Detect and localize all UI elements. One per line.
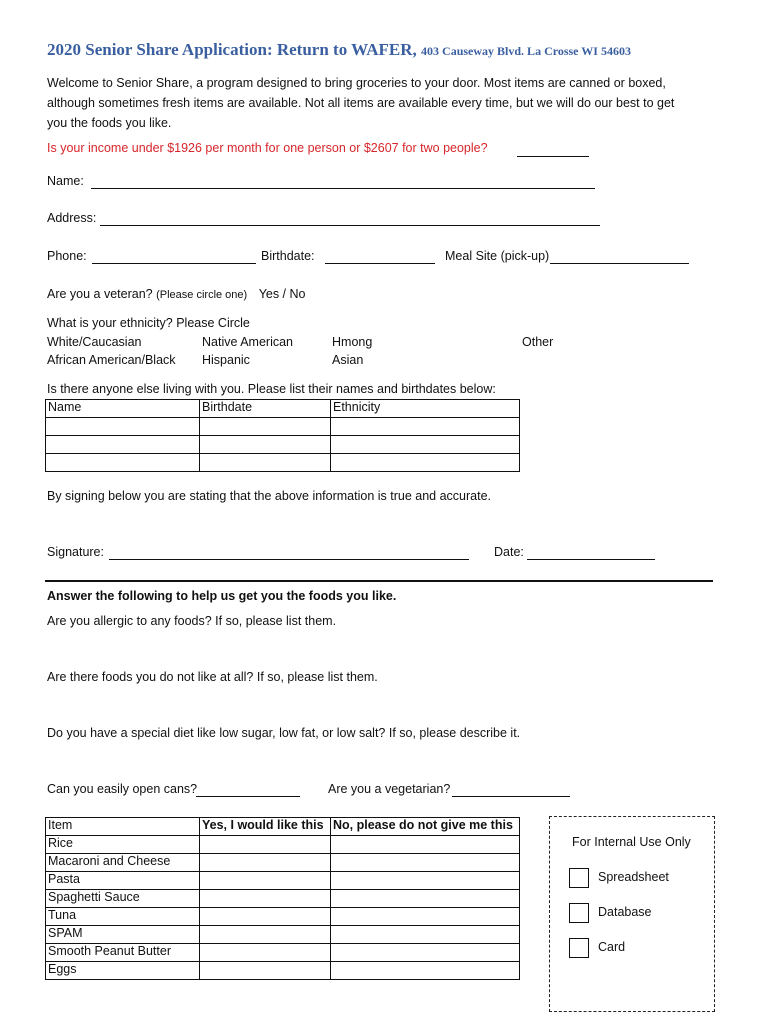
food-no-cell[interactable] [331,962,520,980]
food-preference-table [45,817,520,980]
intro-paragraph: Welcome to Senior Share, a program designed to bring groceries to your door. Most items are canned or boxed, although sometimes fresh items are available. Not all items are available every time, but we will do our best to get you the foods you like. [47,76,675,130]
table-row [46,454,520,472]
table-row [46,908,520,926]
food-no-cell[interactable] [331,926,520,944]
ethnicity-question: What is your ethnicity? Please Circle [47,316,250,330]
table-cell[interactable] [200,436,331,454]
table-row [46,854,520,872]
table-cell[interactable] [331,436,520,454]
household-question: Is there anyone else living with you. Please list their names and birthdates below: [47,382,496,396]
food-section-heading: Answer the following to help us get you the foods you like. [47,589,397,603]
database-checkbox[interactable] [569,903,589,923]
vegetarian-input[interactable] [452,795,570,797]
income-answer-field[interactable] [517,155,589,157]
food-yes-cell[interactable] [200,962,331,980]
phone-input[interactable] [92,262,256,264]
food-item-label: Macaroni and Cheese [46,854,200,872]
spreadsheet-label: Spreadsheet [598,870,669,884]
food-yes-cell[interactable] [200,926,331,944]
ethnicity-option[interactable]: Hispanic [202,353,250,367]
ethnicity-option[interactable]: Hmong [332,335,373,349]
food-header-no: No, please do not give me this [331,818,520,836]
card-checkbox[interactable] [569,938,589,958]
table-row [46,400,520,418]
table-row [46,872,520,890]
food-item-label: Spaghetti Sauce [46,890,200,908]
cans-question: Can you easily open cans? [47,782,198,796]
name-field-row [47,174,84,188]
cans-input[interactable] [196,795,300,797]
form-title [47,40,631,60]
household-table [45,399,520,472]
meal-site-label: Meal Site (pick-up) [445,249,550,263]
table-cell[interactable] [46,418,200,436]
table-row [46,926,520,944]
title-address: 403 Causeway Blvd. La Crosse WI 54603 [421,44,631,58]
food-item-label: Eggs [46,962,200,980]
household-header-birthdate: Birthdate [200,400,331,418]
household-header-ethnicity: Ethnicity [331,400,520,418]
food-no-cell[interactable] [331,854,520,872]
food-no-cell[interactable] [331,836,520,854]
card-label: Card [598,940,626,954]
food-yes-cell[interactable] [200,854,331,872]
allergy-question: Are you allergic to any foods? If so, please list them. [47,614,337,628]
food-no-cell[interactable] [331,872,520,890]
signature-input[interactable] [109,558,469,560]
date-label: Date: [494,545,524,559]
table-row [46,944,520,962]
phone-label: Phone: [47,249,87,263]
ethnicity-option[interactable]: White/Caucasian [47,335,142,349]
food-item-label: Rice [46,836,200,854]
signature-label: Signature: [47,545,104,559]
table-row [46,836,520,854]
food-item-label: Smooth Peanut Butter [46,944,200,962]
database-label: Database [598,905,652,919]
table-cell[interactable] [46,454,200,472]
ethnicity-option[interactable]: African American/Black [47,353,176,367]
veteran-label: Are you a veteran? [47,287,157,301]
ethnicity-option[interactable]: Asian [332,353,364,367]
food-item-label: Tuna [46,908,200,926]
food-yes-cell[interactable] [200,908,331,926]
food-no-cell[interactable] [331,890,520,908]
veteran-note: (Please circle one) [156,289,248,301]
table-row [46,890,520,908]
date-input[interactable] [527,558,655,560]
ethnicity-option[interactable]: Other [522,335,554,349]
household-header-name: Name [46,400,200,418]
table-cell[interactable] [331,454,520,472]
veteran-options[interactable]: Yes / No [258,287,306,301]
table-row [46,818,520,836]
food-item-label: SPAM [46,926,200,944]
food-header-item: Item [46,818,200,836]
name-input[interactable] [91,187,595,189]
food-yes-cell[interactable] [200,890,331,908]
income-question: Is your income under $1926 per month for one person or $2607 for two people? [47,141,488,155]
table-row [46,436,520,454]
table-cell[interactable] [200,418,331,436]
food-yes-cell[interactable] [200,944,331,962]
table-cell[interactable] [331,418,520,436]
certify-statement: By signing below you are stating that the above information is true and accurate. [47,489,492,503]
table-cell[interactable] [46,436,200,454]
table-cell[interactable] [200,454,331,472]
birthdate-input[interactable] [325,262,435,264]
food-header-yes: Yes, I would like this [200,818,331,836]
address-input[interactable] [100,224,600,226]
food-no-cell[interactable] [331,944,520,962]
food-item-label: Pasta [46,872,200,890]
food-yes-cell[interactable] [200,836,331,854]
food-yes-cell[interactable] [200,872,331,890]
title-text: 2020 Senior Share Application: Return to WAFER, [47,40,417,59]
ethnicity-option[interactable]: Native American [202,335,294,349]
food-no-cell[interactable] [331,908,520,926]
table-row [46,418,520,436]
section-divider [45,580,713,582]
dislike-question: Are there foods you do not like at all? If so, please list them. [47,670,378,684]
address-label: Address: [47,211,97,225]
vegetarian-question: Are you a vegetarian? [328,782,451,796]
meal-site-input[interactable] [550,262,689,264]
birthdate-label: Birthdate: [261,249,315,263]
spreadsheet-checkbox[interactable] [569,868,589,888]
table-row [46,962,520,980]
diet-question: Do you have a special diet like low sugar, low fat, or low salt? If so, please describe it. [47,726,521,740]
internal-use-box [549,816,715,1012]
name-label: Name: [47,174,84,188]
internal-use-title: For Internal Use Only [572,835,691,849]
veteran-question [47,287,305,301]
